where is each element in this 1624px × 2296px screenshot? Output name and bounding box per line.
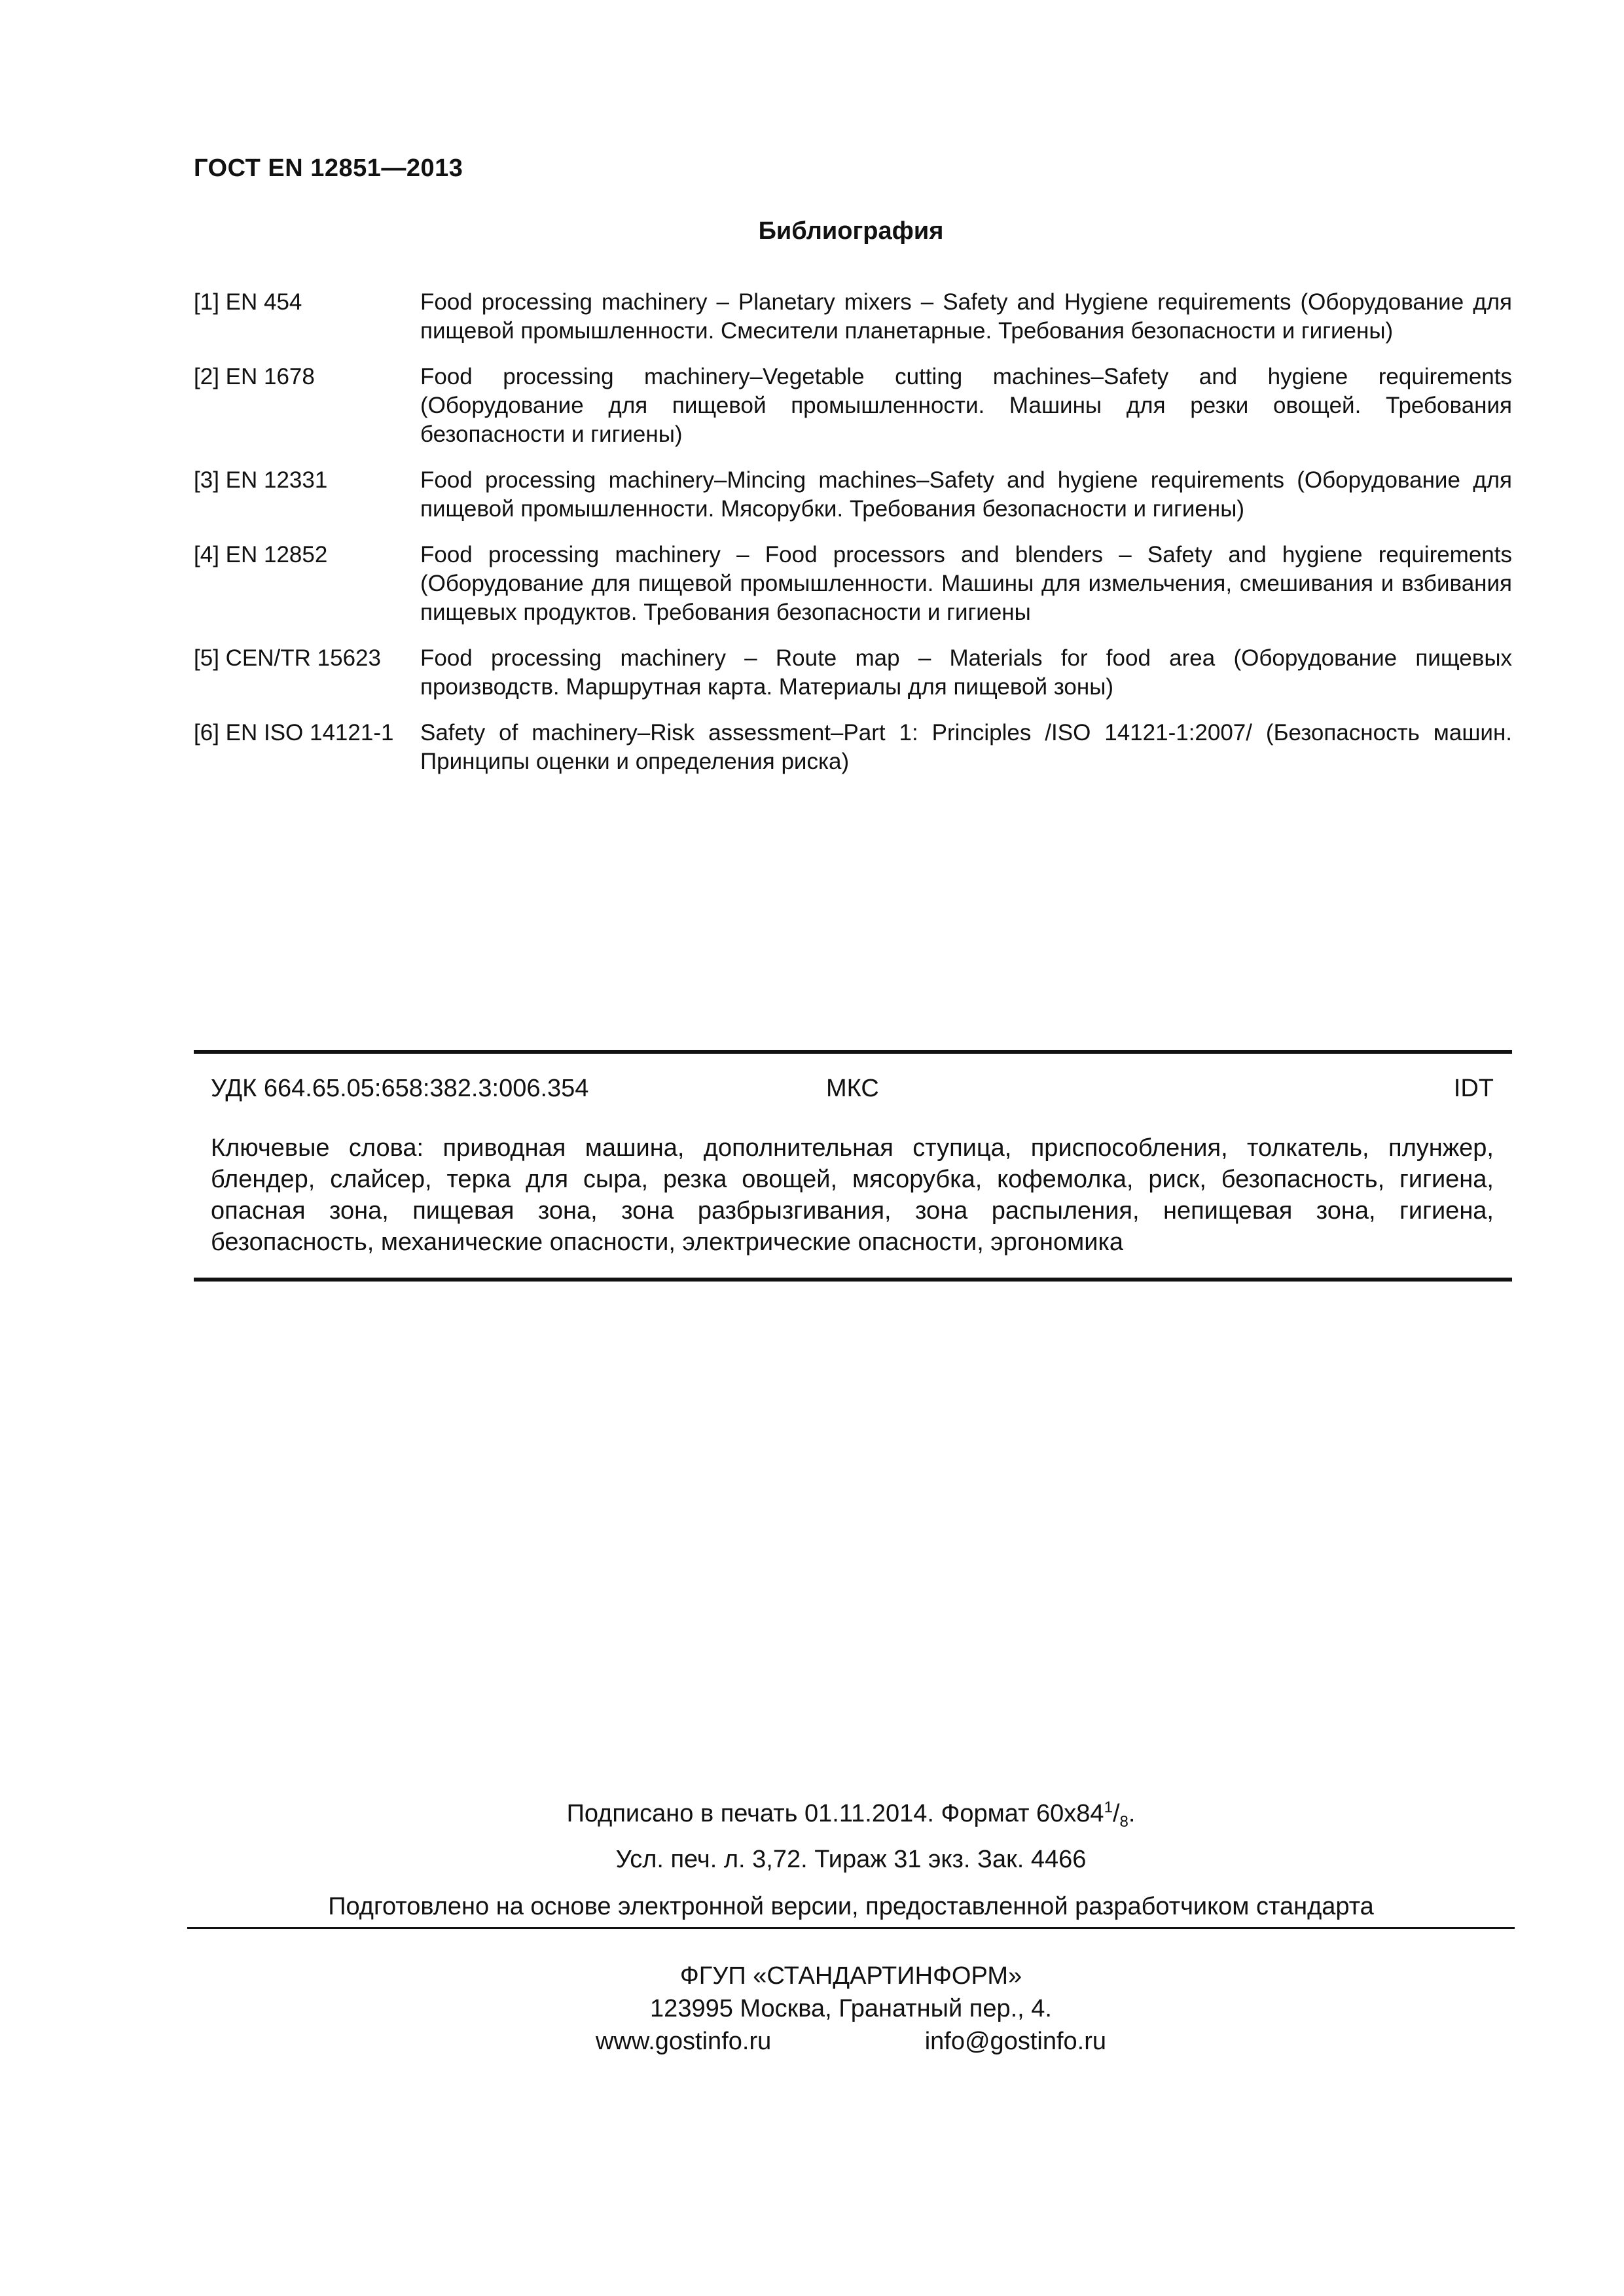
publisher-contacts (0, 2028, 1624, 2064)
format-fraction-denominator: 8 (1119, 1813, 1128, 1831)
publisher-name: ФГУП «СТАНДАРТИНФОРМ» (679, 1962, 1022, 1990)
prepared-note: Подготовлено на основе электронной версии, предоставленной разработчиком стандарта (328, 1893, 1374, 1920)
bibliography-ref-number: [4] EN 12852 (194, 542, 328, 567)
imprint-divider (187, 1927, 1515, 1929)
bibliography-list (194, 288, 1512, 793)
bibliography-ref-text: Safety of machinery–Risk assessment–Part 1: Principles /ISO 14121-1:2007/ (Безопасность машин. Принципы оценки и определения риска) (420, 720, 1512, 774)
bibliography-ref-number: [2] EN 1678 (194, 364, 315, 389)
website-link[interactable]: www.gostinfo.ru (596, 2028, 772, 2055)
bibliography-ref-number: [1] EN 454 (194, 289, 302, 315)
bibliography-ref-text: Food processing machinery–Mincing machines–Safety and hygiene requirements (Оборудование для пищевой промышленности. Мясорубки. Требования безопасности и гигиены) (420, 467, 1512, 522)
bibliography-ref-text: Food processing machinery – Food processors and blenders – Safety and hygiene requirements (Оборудование для пищевой промышленности. Машины для измельчения, смешивания и взбивания пищевых продуктов. Требования безопасности и гигиены (420, 542, 1512, 625)
bibliography-ref-number: [5] CEN/TR 15623 (194, 645, 381, 671)
classification-bottom-divider (194, 1278, 1512, 1282)
publisher-address: 123995 Москва, Гранатный пер., 4. (650, 1995, 1052, 2022)
bibliography-item (194, 363, 1512, 449)
bibliography-item (194, 719, 1512, 776)
document-code: ГОСТ EN 12851—2013 (194, 154, 463, 182)
contacts-container (596, 2028, 1106, 2058)
format-fraction-numerator: 1 (1104, 1799, 1113, 1816)
bibliography-title: Библиография (758, 217, 944, 245)
bibliography-ref-text: Food processing machinery–Vegetable cutting machines–Safety and hygiene requirements (Оборудование для пищевой промышленности. Машины для резки овощей. Требования безопасности и гигиены) (420, 364, 1512, 447)
bibliography-item (194, 288, 1512, 346)
signed-for-print-suffix: . (1128, 1800, 1136, 1827)
format-fraction-slash: / (1112, 1800, 1120, 1827)
signed-for-print-line (0, 1799, 1624, 1831)
email-link[interactable]: info@gostinfo.ru (924, 2028, 1106, 2055)
bibliography-item (194, 466, 1512, 524)
keywords-paragraph: Ключевые слова: приводная машина, дополнительная ступица, приспособления, толкатель, плунжер, блендер, слайсер, терка для сыра, резка овощей, мясорубка, кофемолка, риск, безопасность, гигиена, опасная зона, пищевая зона, зона разбрызгивания, зона распыления, непищевая зона, гигиена, безопасность, механические опасности, электрические опасности, эргономика (211, 1134, 1494, 1256)
bibliography-item (194, 541, 1512, 627)
bibliography-ref-number: [3] EN 12331 (194, 467, 328, 493)
bibliography-ref-number: [6] EN ISO 14121-1 (194, 720, 394, 745)
bibliography-ref-text: Food processing machinery – Route map – Materials for food area (Оборудование пищевых производств. Маршрутная карта. Материалы для пищевой зоны) (420, 645, 1512, 700)
classification-top-divider (194, 1050, 1512, 1054)
mks-code: МКС (826, 1075, 879, 1102)
udk-code: УДК 664.65.05:658:382.3:006.354 (211, 1075, 589, 1102)
signed-for-print-text: Подписано в печать 01.11.2014. Формат 60х84 (566, 1800, 1104, 1827)
bibliography-ref-text: Food processing machinery – Planetary mixers – Safety and Hygiene requirements (Оборудование для пищевой промышленности. Смесители планетарные. Требования безопасности и гигиены) (420, 289, 1512, 344)
idt-label: IDT (1453, 1075, 1494, 1102)
print-details: Усл. печ. л. 3,72. Тираж 31 экз. Зак. 4466 (615, 1846, 1087, 1873)
bibliography-item (194, 644, 1512, 702)
